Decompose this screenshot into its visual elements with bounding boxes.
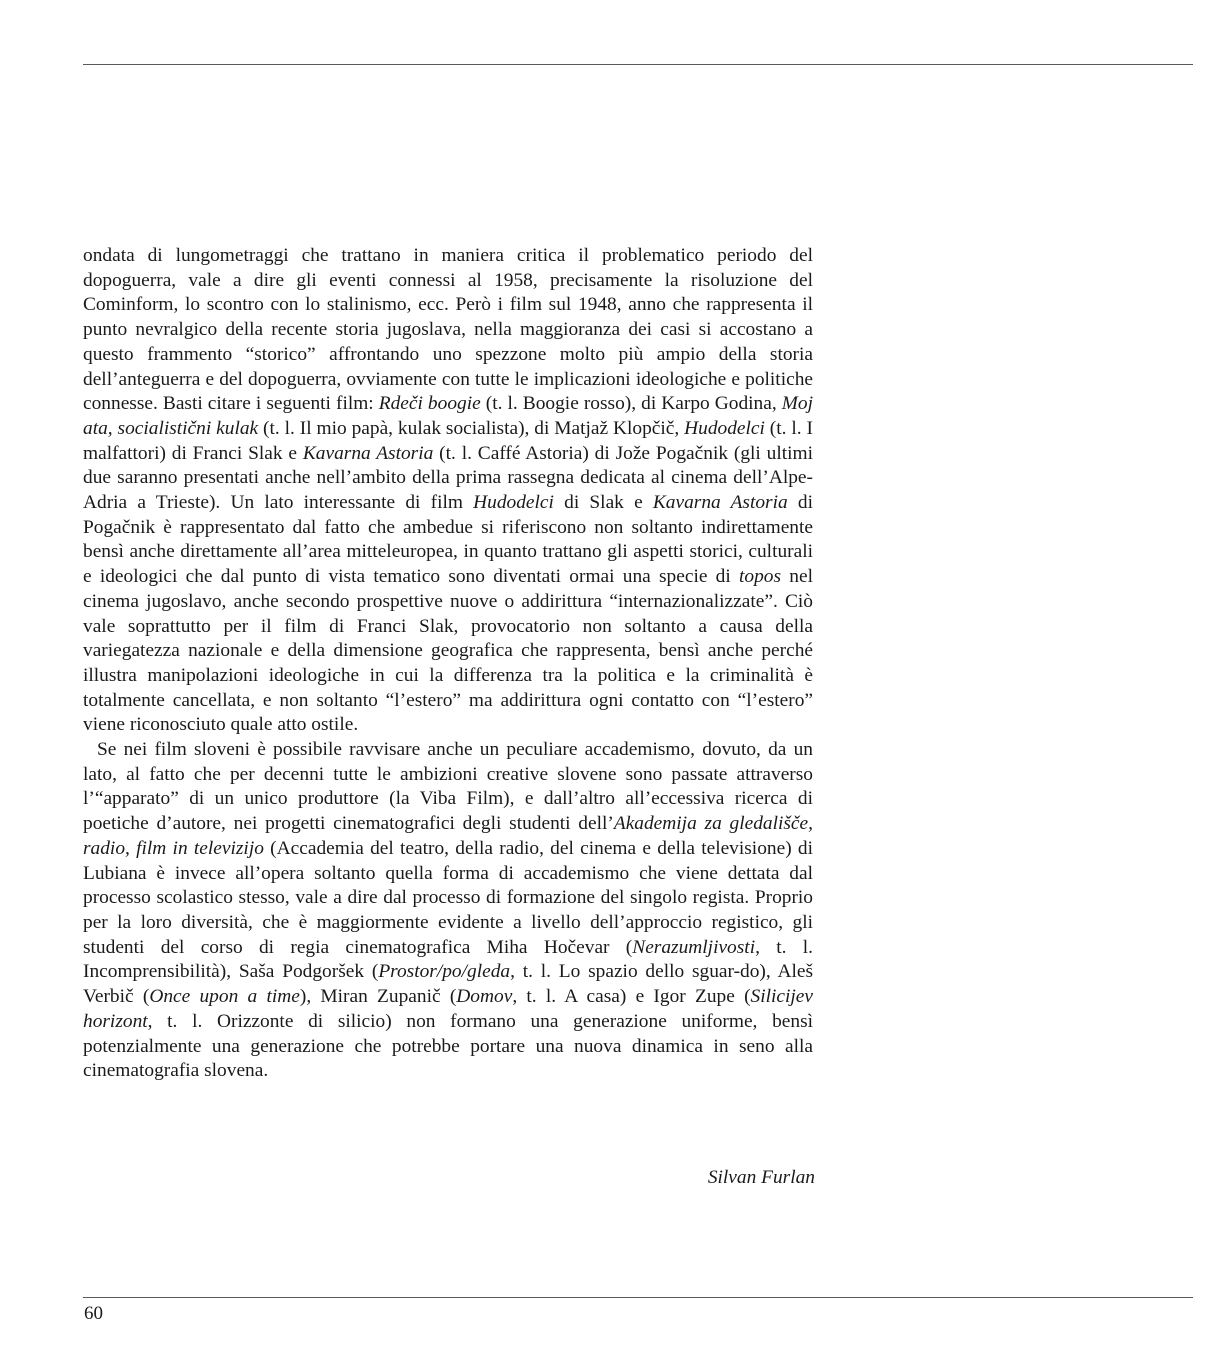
- author-signature: Silvan Furlan: [707, 1167, 815, 1188]
- text-run: di Pogačnik è rappresentato dal fatto che ambedue si riferiscono non soltanto indirettamente bensì anche direttamente all’area mitteleuropea, in quanto trattano gli aspetti storici, culturali e ideologici che dal punto di vista tematico sono diventati ormai una specie di: [83, 492, 813, 588]
- header-rule: [83, 64, 1193, 65]
- article-body: [83, 244, 813, 1084]
- italic-title: Kavarna Astoria: [652, 492, 788, 514]
- page-number: 60: [84, 1303, 103, 1324]
- text-run: nel cinema jugoslavo, anche secondo prospettive nuove o addirittura “internazionalizzate”. Ciò vale soprattutto per il film di Franci Slak, provocatorio non soltanto a causa della variegatezza nazionale e della dimensione geografica che rappresenta, bensì anche perché illustra manipolazioni ideologiche in cui la differenza tra la politica e la criminalità è totalmente cancellata, e non soltanto “l’estero” ma addirittura ogni contatto con “l’estero” viene riconosciuto quale atto ostile.: [83, 566, 813, 736]
- text-run: , t. l. Lo spazio dello sguar-do), Aleš Verbič (: [83, 961, 813, 1008]
- italic-title: Hudodelci: [473, 492, 554, 514]
- text-run: (t. l. Boogie rosso), di Karpo Godina,: [480, 393, 782, 415]
- italic-title: Rdeči boogie: [378, 393, 481, 415]
- italic-title: Prostor/po/gleda: [378, 961, 511, 983]
- text-run: , t. l. A casa) e Igor Zupe (: [512, 986, 751, 1008]
- text-run: , t. l. Orizzonte di silicio) non formano una generazione uniforme, bensì potenzialmente una generazione che potrebbe portare una nuova dinamica in seno alla cinematografia slovena.: [83, 1010, 813, 1082]
- text-run: (t. l. I malfattori) di Franci Slak e: [83, 417, 813, 464]
- text-run: ondata di lungometraggi che trattano in maniera critica il problematico periodo del dopoguerra, vale a dire gli eventi connessi al 1958, precisamente la risoluzione del Cominform, lo scontro con lo stalinismo, ecc. Però i film sul 1948, anno che rappresenta il punto nevralgico della recente storia jugoslava, nella maggioranza dei casi si accostano a questo frammento “storico” affrontando uno spezzone molto più ampio della storia dell’anteguerra e del dopoguerra, ovviamente con tutte le implicazioni ideologiche e politiche connesse. Basti citare i seguenti film:: [83, 245, 813, 415]
- italic-title: Domov: [456, 986, 513, 1008]
- italic-title: Hudodelci: [684, 417, 765, 439]
- paragraph-2: [83, 738, 813, 1084]
- footer-rule: [83, 1297, 1193, 1298]
- italic-title: Silicijev horizont: [83, 986, 813, 1032]
- text-run: di Slak e: [553, 492, 653, 514]
- text-run: (t. l. Il mio papà, kulak socialista), di Matjaž Klopčič,: [258, 417, 685, 439]
- italic-title: topos: [739, 566, 782, 588]
- text-run: (t. l. Caffé Astoria) di Jože Pogačnik (gli ultimi due saranno presentati anche nell’ambito della prima rassegna dedicata al cinema dell’Alpe-Adria a Trieste). Un lato interessante di film: [83, 442, 813, 514]
- text-run: , t. l. Incomprensibilità), Saša Podgoršek (: [83, 936, 813, 983]
- text-run: ), Miran Zupanič (: [299, 986, 457, 1008]
- italic-title: Moj ata, socialistični kulak: [83, 393, 813, 439]
- italic-title: Once upon a time: [149, 986, 300, 1008]
- italic-title: Kavarna Astoria: [302, 442, 434, 464]
- italic-title: Nerazumljivosti: [632, 936, 756, 958]
- text-run: (Accademia del teatro, della radio, del cinema e della televisione) di Lubiana è invece all’opera soltanto quella forma di accademismo che viene dettata dal processo scolastico stesso, vale a dire dal processo di formazione del singolo regista. Proprio per la loro diversità, che è maggiormente evidente a livello dell’approccio registico, gli studenti del corso di regia cinematografica Miha Hočevar (: [83, 837, 813, 958]
- text-run: Se nei film sloveni è possibile ravvisare anche un peculiare accademismo, dovuto, da un lato, al fatto che per decenni tutte le ambizioni creative slovene sono passate attraverso l’“apparato” di un unico produttore (la Viba Film), e dall’altro all’eccessiva ricerca di poetiche d’autore, nei progetti cinematografici degli studenti dell’: [83, 739, 813, 835]
- paragraph-1: [83, 244, 813, 738]
- italic-title: Akademija za gledališče, radio, film in televizijo: [83, 813, 813, 859]
